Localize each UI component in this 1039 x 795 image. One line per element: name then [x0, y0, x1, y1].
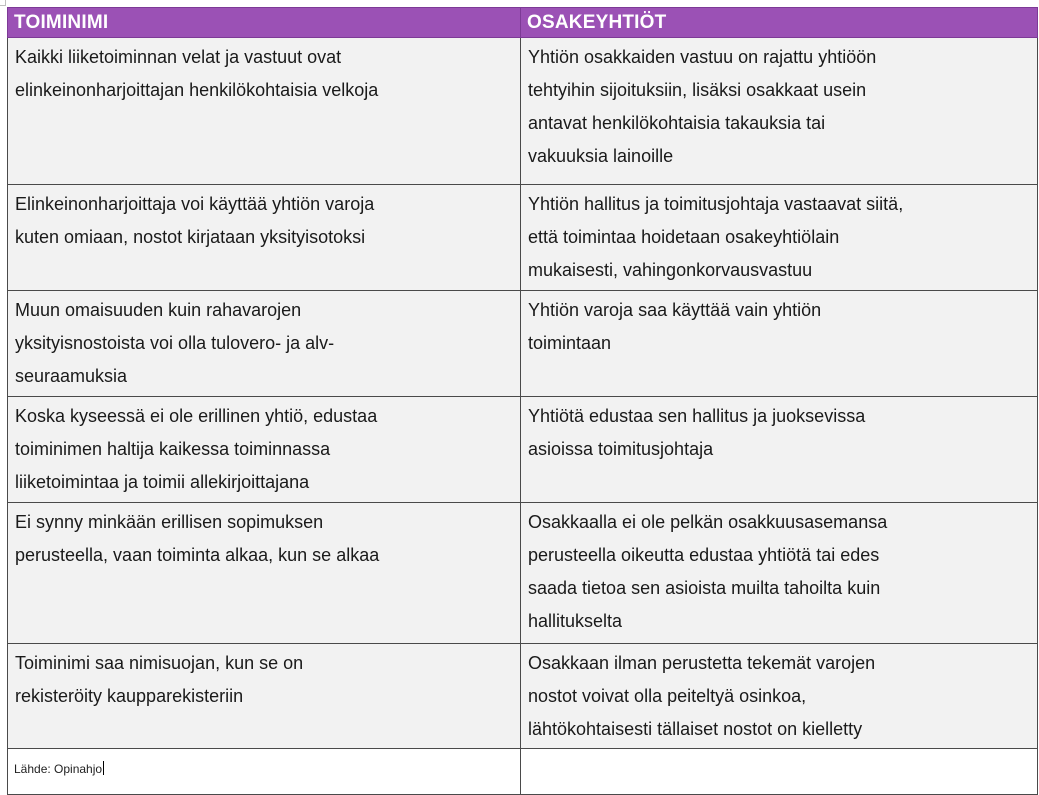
header-osakeyhtiot: OSAKEYHTIÖT [521, 8, 1038, 38]
cell-toiminimi[interactable]: Toiminimi saa nimisuojan, kun se on rekisteröity kaupparekisteriin [8, 644, 521, 749]
table-row [8, 291, 1038, 397]
source-cell[interactable] [8, 749, 521, 795]
table-row [8, 38, 1038, 185]
page-corner-mark [0, 0, 6, 6]
cell-toiminimi[interactable]: Kaikki liiketoiminnan velat ja vastuut ovat elinkeinonharjoittajan henkilökohtaisia velkoja [8, 38, 521, 185]
comparison-table [7, 7, 1038, 795]
cell-osakeyhtiot[interactable]: Yhtiötä edustaa sen hallitus ja juoksevissa asioissa toimitusjohtaja [521, 397, 1038, 503]
cell-osakeyhtiot[interactable]: Yhtiön hallitus ja toimitusjohtaja vastaavat siitä, että toimintaa hoidetaan osakeyhtiölain mukaisesti, vahingonkorvausvastuu [521, 185, 1038, 291]
table-row [8, 397, 1038, 503]
header-toiminimi: TOIMINIMI [8, 8, 521, 38]
cell-osakeyhtiot[interactable]: Osakkaalla ei ole pelkän osakkuusasemansa perusteella oikeutta edustaa yhtiötä tai edes saada tietoa sen asioista muilta tahoilta kuin hallitukselta [521, 503, 1038, 644]
cell-toiminimi[interactable]: Koska kyseessä ei ole erillinen yhtiö, edustaa toiminimen haltija kaikessa toiminnassa liiketoimintaa ja toimii allekirjoittajana [8, 397, 521, 503]
cell-toiminimi[interactable]: Muun omaisuuden kuin rahavarojen yksityisnostoista voi olla tulovero- ja alv- seuraamuksia [8, 291, 521, 397]
table-row [8, 644, 1038, 749]
cell-osakeyhtiot[interactable]: Yhtiön varoja saa käyttää vain yhtiön toimintaan [521, 291, 1038, 397]
cell-toiminimi[interactable]: Elinkeinonharjoittaja voi käyttää yhtiön varoja kuten omiaan, nostot kirjataan yksityisotoksi [8, 185, 521, 291]
source-text: Lähde: Opinahjo [14, 762, 103, 776]
table-row [8, 503, 1038, 644]
text-cursor [103, 761, 104, 775]
cell-osakeyhtiot[interactable]: Osakkaan ilman perustetta tekemät varojen nostot voivat olla peiteltyä osinkoa, lähtökohtaisesti tällaiset nostot on kielletty [521, 644, 1038, 749]
cell-toiminimi[interactable]: Ei synny minkään erillisen sopimuksen perusteella, vaan toiminta alkaa, kun se alkaa [8, 503, 521, 644]
source-cell-empty[interactable] [521, 749, 1038, 795]
table-row [8, 185, 1038, 291]
cell-osakeyhtiot[interactable]: Yhtiön osakkaiden vastuu on rajattu yhtiöön tehtyihin sijoituksiin, lisäksi osakkaat usein antavat henkilökohtaisia takauksia tai vakuuksia lainoille [521, 38, 1038, 185]
source-row [8, 749, 1038, 795]
header-row [8, 8, 1038, 38]
